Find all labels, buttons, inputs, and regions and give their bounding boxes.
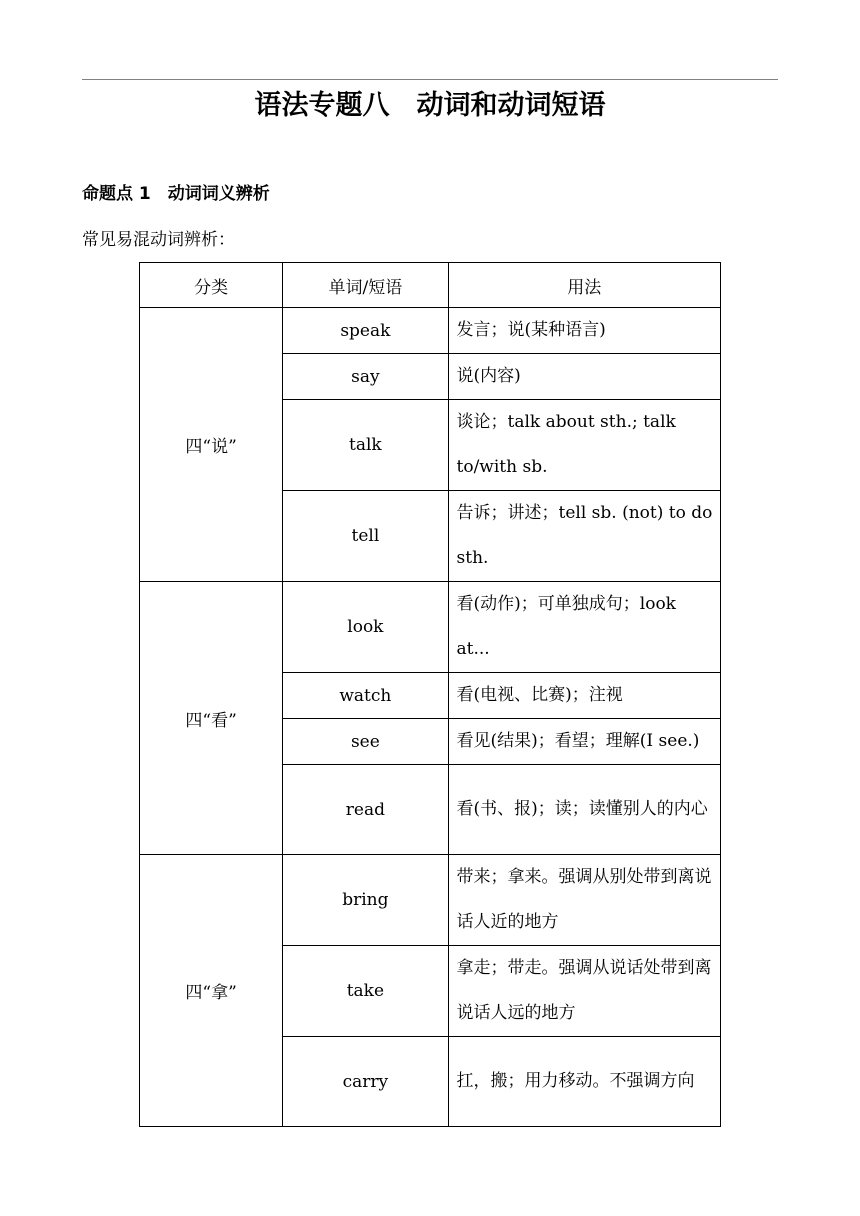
page-title: 语法专题八 动词和动词短语 <box>254 90 606 121</box>
usage-cell: 告诉；讲述；tell sb. (not) to do sth. <box>448 491 720 582</box>
table-header-row <box>140 263 721 308</box>
category-cell: 四“看” <box>140 582 283 855</box>
header-rule <box>82 79 778 80</box>
word-cell: say <box>283 354 448 400</box>
table-row <box>140 855 721 946</box>
usage-cell: 发言；说(某种语言) <box>448 308 720 354</box>
usage-cell: 看(动作)；可单独成句；look at... <box>448 582 720 673</box>
word-cell: carry <box>283 1037 448 1127</box>
word-cell: read <box>283 765 448 855</box>
header-word: 单词/短语 <box>283 263 448 308</box>
word-cell: tell <box>283 491 448 582</box>
category-cell: 四“说” <box>140 308 283 582</box>
word-cell: talk <box>283 400 448 491</box>
usage-cell: 带来；拿来。强调从别处带到离说话人近的地方 <box>448 855 720 946</box>
word-cell: see <box>283 719 448 765</box>
table-row <box>140 582 721 673</box>
usage-cell: 看(书、报)；读；读懂别人的内心 <box>448 765 720 855</box>
usage-cell: 说(内容) <box>448 354 720 400</box>
usage-cell: 扛，搬；用力移动。不强调方向 <box>448 1037 720 1127</box>
verb-comparison-table <box>139 262 721 1127</box>
intro-text: 常见易混动词辨析： <box>82 230 235 250</box>
usage-cell: 看见(结果)；看望；理解(I see.) <box>448 719 720 765</box>
word-cell: watch <box>283 673 448 719</box>
section-heading: 命题点 1 动词词义辨析 <box>82 184 270 204</box>
word-cell: speak <box>283 308 448 354</box>
usage-cell: 拿走；带走。强调从说话处带到离说话人远的地方 <box>448 946 720 1037</box>
header-category: 分类 <box>140 263 283 308</box>
header-usage: 用法 <box>448 263 720 308</box>
word-cell: take <box>283 946 448 1037</box>
table-row <box>140 308 721 354</box>
category-cell: 四“拿” <box>140 855 283 1127</box>
word-cell: look <box>283 582 448 673</box>
usage-cell: 谈论；talk about sth.; talk to/with sb. <box>448 400 720 491</box>
word-cell: bring <box>283 855 448 946</box>
usage-cell: 看(电视、比赛)；注视 <box>448 673 720 719</box>
